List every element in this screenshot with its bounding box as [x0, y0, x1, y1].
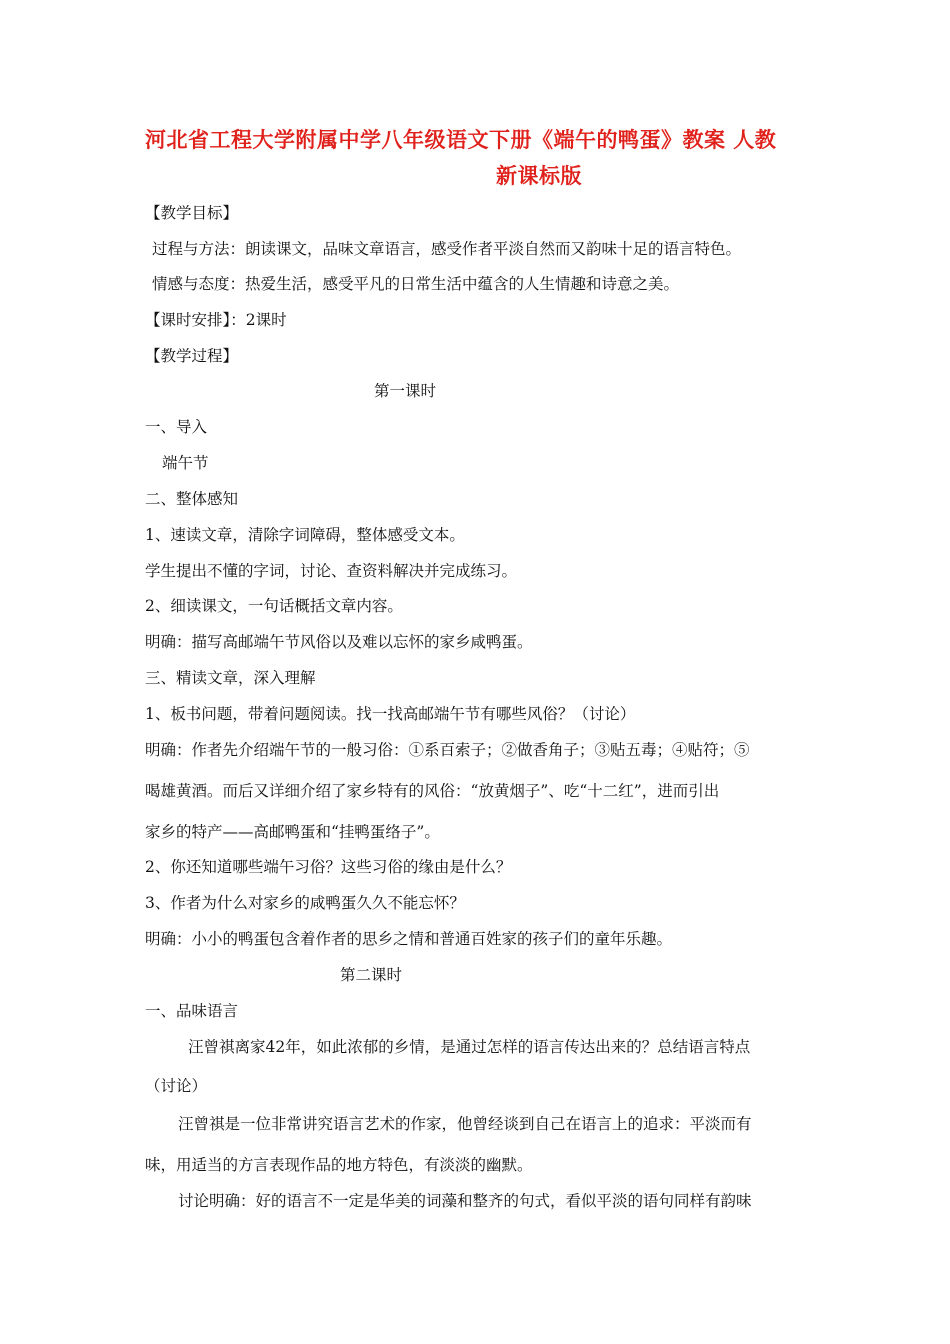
section-heading-objectives: 【教学目标】	[145, 204, 239, 222]
paragraph: 情感与态度：热爱生活，感受平凡的日常生活中蕴含的人生情趣和诗意之美。	[152, 275, 680, 293]
paragraph: 学生提出不懂的字词，讨论、查资料解决并完成练习。	[145, 562, 518, 580]
section-heading-process: 【教学过程】	[145, 347, 239, 365]
paragraph: 明确：描写高邮端午节风俗以及难以忘怀的家乡咸鸭蛋。	[145, 633, 533, 651]
paragraph: 明确：作者先介绍端午节的一般习俗：①系百索子；②做香角子；③贴五毒；④贴符；⑤	[145, 741, 750, 759]
subsection-heading: 一、品味语言	[145, 1002, 239, 1020]
paragraph: 1、速读文章，清除字词障碍，整体感受文本。	[145, 526, 465, 544]
paragraph: 味，用适当的方言表现作品的地方特色，有淡淡的幽默。	[145, 1156, 533, 1174]
paragraph: 2、你还知道哪些端午习俗？这些习俗的缘由是什么？	[145, 858, 512, 876]
paragraph: 家乡的特产——高邮鸭蛋和“挂鸭蛋络子”。	[145, 823, 440, 841]
paragraph: 1、板书问题，带着问题阅读。找一找高邮端午节有哪些风俗？（讨论）	[145, 705, 636, 723]
lesson-heading-first: 第一课时	[374, 382, 437, 400]
paragraph: 喝雄黄酒。而后又详细介绍了家乡特有的风俗：“放黄烟子”、吃“十二红”，进而引出	[145, 782, 720, 800]
paragraph: 讨论明确：好的语言不一定是华美的词藻和整齐的句式，看似平淡的语句同样有韵味	[178, 1192, 752, 1210]
subsection-heading: 一、导入	[145, 418, 208, 436]
document-title-line-1: 河北省工程大学附属中学八年级语文下册《端午的鸭蛋》教案 人教	[145, 127, 777, 152]
document-title-line-2: 新课标版	[496, 163, 582, 188]
paragraph: 汪曾祺是一位非常讲究语言艺术的作家，他曾经谈到自己在语言上的追求：平淡而有	[178, 1115, 752, 1133]
lesson-heading-second: 第二课时	[340, 966, 403, 984]
paragraph: 3、作者为什么对家乡的咸鸭蛋久久不能忘怀？	[145, 894, 465, 912]
paragraph: 明确：小小的鸭蛋包含着作者的思乡之情和普通百姓家的孩子们的童年乐趣。	[145, 930, 673, 948]
subsection-heading: 二、整体感知	[145, 490, 239, 508]
subsection-heading: 三、精读文章，深入理解	[145, 669, 316, 687]
paragraph: 端午节	[162, 454, 209, 472]
paragraph: 过程与方法：朗读课文，品味文章语言，感受作者平淡自然而又韵味十足的语言特色。	[152, 240, 742, 258]
paragraph: 2、细读课文，一句话概括文章内容。	[145, 597, 403, 615]
section-heading-schedule: 【课时安排】：2课时	[145, 311, 287, 329]
paragraph: 汪曾祺离家42年，如此浓郁的乡情，是通过怎样的语言传达出来的？总结语言特点	[188, 1038, 751, 1056]
paragraph: （讨论）	[145, 1077, 208, 1095]
